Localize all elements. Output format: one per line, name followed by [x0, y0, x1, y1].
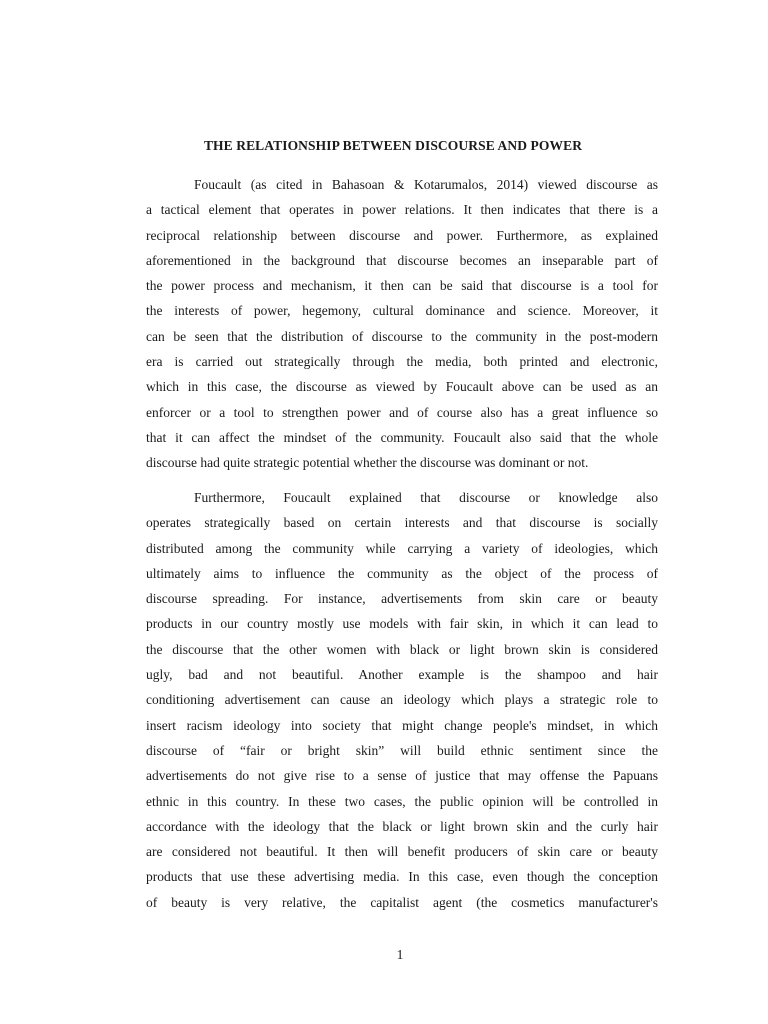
paragraph-line: ethnic in this country. In these two cases, the public opinion will be controlled in	[146, 793, 658, 809]
paragraph-line: Furthermore, Foucault explained that discourse or knowledge also	[194, 490, 658, 505]
paragraph-line: advertisements do not give rise to a sense of justice that may offense the Papuans	[146, 768, 658, 784]
paragraph-line: products that use these advertising media. In this case, even though the conception	[146, 869, 658, 885]
paragraph-line: of beauty is very relative, the capitalist agent (the cosmetics manufacturer's	[146, 894, 658, 910]
paragraph-line: conditioning advertisement can cause an ideology which plays a strategic role to	[146, 692, 658, 708]
paragraph-line: enforcer or a tool to strengthen power and of course also has a great influence so	[146, 404, 658, 420]
paragraph-line: can be seen that the distribution of discourse to the community in the post-modern	[146, 328, 658, 344]
paragraph-line: insert racism ideology into society that might change people's mindset, in which	[146, 717, 658, 733]
paragraph-line: Foucault (as cited in Bahasoan & Kotarumalos, 2014) viewed discourse as	[194, 177, 658, 192]
paragraph-line: the power process and mechanism, it then can be said that discourse is a tool for	[146, 278, 658, 294]
paragraph-line: ultimately aims to influence the community as the object of the process of	[146, 565, 658, 581]
paragraph-line: discourse of “fair or bright skin” will build ethnic sentiment since the	[146, 742, 658, 758]
paragraph-line: reciprocal relationship between discourse and power. Furthermore, as explained	[146, 227, 658, 243]
paragraph-1	[146, 172, 658, 476]
paragraph-line: a tactical element that operates in power relations. It then indicates that there is a	[146, 202, 658, 218]
paragraph-line: accordance with the ideology that the black or light brown skin and the curly hair	[146, 818, 658, 834]
paragraph-line: era is carried out strategically through the media, both printed and electronic,	[146, 354, 658, 370]
document-title: THE RELATIONSHIP BETWEEN DISCOURSE AND POWER	[203, 138, 583, 153]
page-number: 1	[396, 947, 404, 962]
paragraph-line: the interests of power, hegemony, cultural dominance and science. Moreover, it	[146, 303, 658, 319]
paragraph-line: that it can affect the mindset of the community. Foucault also said that the whole	[146, 429, 658, 445]
paragraph-line: operates strategically based on certain interests and that discourse is socially	[146, 515, 658, 531]
paragraph-line: are considered not beautiful. It then will benefit producers of skin care or beauty	[146, 844, 658, 860]
paragraph-line: ugly, bad and not beautiful. Another example is the shampoo and hair	[146, 667, 658, 683]
paragraph-line: products in our country mostly use models with fair skin, in which it can lead to	[146, 616, 658, 632]
paragraph-line: which in this case, the discourse as viewed by Foucault above can be used as an	[146, 379, 658, 395]
paragraph-line: distributed among the community while carrying a variety of ideologies, which	[146, 540, 658, 556]
paragraph-line: aforementioned in the background that discourse becomes an inseparable part of	[146, 252, 658, 268]
paragraph-line: discourse spreading. For instance, advertisements from skin care or beauty	[146, 591, 658, 607]
paragraph-line: the discourse that the other women with black or light brown skin is considered	[146, 641, 658, 657]
paragraph-line: discourse had quite strategic potential whether the discourse was dominant or not.	[146, 455, 589, 471]
paragraph-2	[146, 485, 658, 915]
